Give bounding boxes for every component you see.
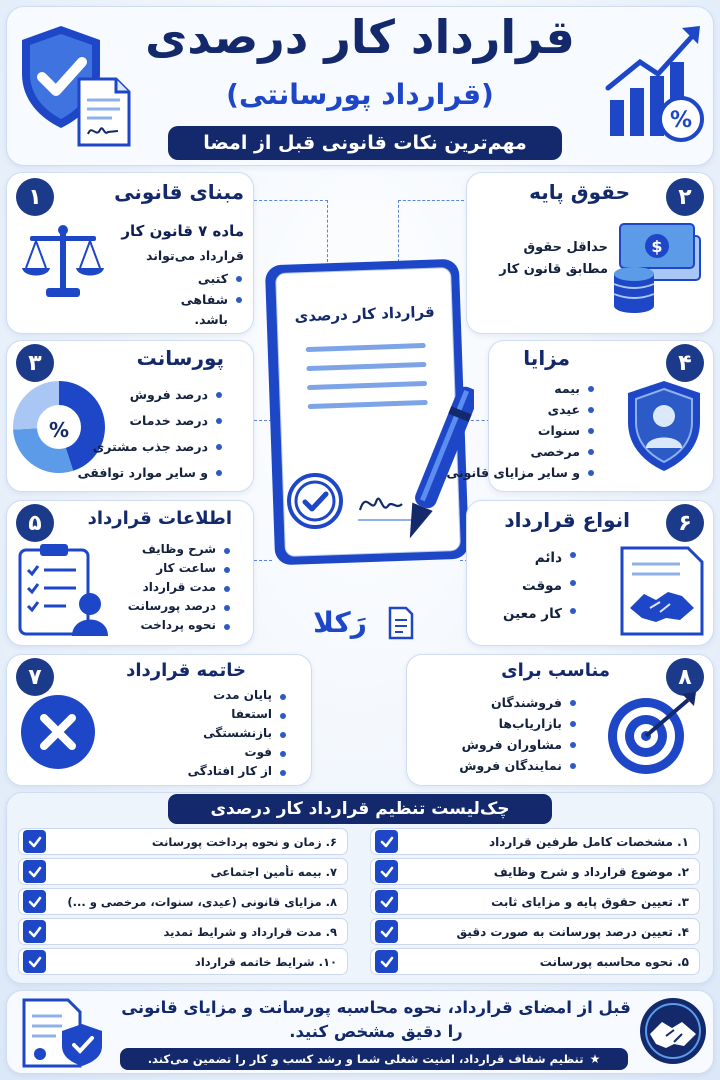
list-item: کار معین: [503, 600, 578, 628]
brand-logo: رَکلا: [313, 606, 367, 639]
checklist-item-label: ۳. تعیین حقوق پایه و مزایای ثابت: [491, 894, 689, 909]
list-item: بیمه: [446, 378, 596, 399]
checklist-item: [18, 888, 348, 915]
card-title: مزایا: [523, 346, 570, 370]
salary-line: حداقل حقوق: [523, 240, 608, 255]
list-item: ساعت کار: [128, 559, 232, 578]
termination-list: [188, 686, 288, 781]
check-seal-icon: [286, 472, 344, 530]
connector-line: [254, 200, 328, 262]
checkbox-checked-icon[interactable]: [23, 830, 46, 853]
header-banner: مهم‌ترین نکات قانونی قبل از امضا: [168, 126, 562, 160]
list-item: بازاریاب‌ها: [459, 713, 578, 734]
list-item: فروشندگان: [459, 692, 578, 713]
percent-icon: [658, 96, 704, 142]
contract-doc-title: قرارداد کار درصدی: [294, 302, 435, 326]
close-x-icon: [18, 692, 98, 772]
checklist-item-label: ۴. تعیین درصد پورسانت به صورت دقیق: [456, 924, 689, 939]
footer-note-bar: [120, 1048, 628, 1070]
card-title: خاتمه قرارداد: [126, 660, 246, 681]
contract-types-list: [503, 544, 578, 628]
benefits-list: [446, 378, 596, 483]
list-item: شفاهی: [181, 289, 244, 310]
checklist-item-label: ۶. زمان و نحوه پرداخت پورسانت: [151, 834, 337, 849]
checkbox-checked-icon[interactable]: [375, 890, 398, 913]
checklist-item-label: ۷. بیمه تأمین اجتماعی: [210, 864, 337, 879]
checklist-item: [18, 828, 348, 855]
checkbox-checked-icon[interactable]: [375, 920, 398, 943]
suitable-list: [459, 692, 578, 776]
list-item: موقت: [503, 572, 578, 600]
checklist-item-label: ۲. موضوع قرارداد و شرح وظایف: [493, 864, 689, 879]
footer-note: تنظیم شفاف قرارداد، امنیت شغلی شما و رشد کسب و کار را تضمین می‌کند.: [147, 1052, 584, 1066]
page-subtitle: (قرارداد پورسانتی): [226, 78, 494, 111]
checkbox-checked-icon[interactable]: [23, 860, 46, 883]
checklist-item: [370, 918, 700, 945]
list-item: عیدی: [446, 399, 596, 420]
checklist-item-label: ۱. مشخصات کامل طرفین قرارداد: [489, 834, 689, 849]
brand-doc-icon: [388, 606, 414, 640]
doc-line: [306, 362, 426, 371]
card-title: پورسانت: [136, 346, 224, 370]
list-item: و سایر موارد توافقی: [78, 462, 224, 483]
card-title: انواع قرارداد: [504, 508, 630, 532]
card-title: مناسب برای: [501, 660, 610, 681]
list-item: کتبی: [181, 268, 244, 289]
law-end: باشد.: [194, 312, 228, 327]
checklist-item: [370, 828, 700, 855]
card-number: ۲: [666, 178, 704, 216]
svg-text:%: %: [669, 108, 693, 133]
list-item: مشاوران فروش: [459, 734, 578, 755]
checklist-item: [370, 948, 700, 975]
commission-list: [78, 384, 224, 483]
law-forms-list: [181, 268, 244, 310]
checkbox-checked-icon[interactable]: [375, 830, 398, 853]
page-title: قرارداد کار درصدی: [145, 10, 575, 64]
list-item: درصد خدمات: [78, 410, 224, 431]
connector-line: [398, 200, 464, 262]
list-item: سنوات: [446, 420, 596, 441]
card-title: اطلاعات قرارداد: [87, 508, 232, 529]
card-number: ۱: [16, 178, 54, 216]
law-intro: قرارداد می‌تواند: [145, 248, 244, 263]
checklist-item: [18, 948, 348, 975]
list-item: نحوه پرداخت: [128, 616, 232, 635]
card-number: ۴: [666, 344, 704, 382]
card-title: حقوق پایه: [529, 180, 630, 204]
list-item: از کار افتادگی: [188, 762, 288, 781]
checklist-item-label: ۹. مدت قرارداد و شرایط تمدید: [163, 924, 337, 939]
checkbox-checked-icon[interactable]: [23, 890, 46, 913]
list-item: مدت قرارداد: [128, 578, 232, 597]
user-shield-icon: [624, 378, 704, 474]
list-item: درصد فروش: [78, 384, 224, 405]
checklist-item-label: ۱۰. شرایط خاتمه قرارداد: [194, 954, 337, 969]
list-item: پایان مدت: [188, 686, 288, 705]
list-item: شرح وظایف: [128, 540, 232, 559]
scales-icon: [18, 222, 108, 302]
card-number: ۷: [16, 658, 54, 696]
card-number: ۳: [16, 344, 54, 382]
checklist-item: [370, 858, 700, 885]
list-item: نمایندگان فروش: [459, 755, 578, 776]
card-title: مبنای قانونی: [114, 180, 244, 204]
list-item: و سایر مزایای قانونی: [446, 462, 596, 483]
list-item: بازنشستگی: [188, 724, 288, 743]
checkbox-checked-icon[interactable]: [375, 950, 398, 973]
checkbox-checked-icon[interactable]: [23, 920, 46, 943]
checkbox-checked-icon[interactable]: [375, 860, 398, 883]
salary-line: مطابق قانون کار: [499, 262, 608, 277]
handshake-badge-icon: [638, 996, 708, 1066]
target-icon: [604, 690, 700, 778]
card-number: ۶: [666, 504, 704, 542]
checklist-item: [18, 858, 348, 885]
handshake-icon: [620, 546, 704, 636]
checklist-item: [370, 888, 700, 915]
list-item: دائم: [503, 544, 578, 572]
percent-symbol: %: [48, 418, 70, 442]
card-number: ۸: [666, 658, 704, 696]
clipboard-checklist-icon: [16, 542, 112, 638]
list-item: فوت: [188, 743, 288, 762]
checklist-item-label: ۸. مزایای قانونی (عیدی، سنوات، مرخصی و ...): [67, 894, 337, 909]
list-item: مرخصی: [446, 441, 596, 462]
list-item: استعفا: [188, 705, 288, 724]
checklist-item-label: ۵. نحوه محاسبه پورسانت: [539, 954, 689, 969]
document-signature-icon: [76, 76, 132, 148]
checklist-title: چک‌لیست تنظیم قرارداد کار درصدی: [168, 794, 552, 824]
footer-main-text: قبل از امضای قرارداد، نحوه محاسبه پورسانت و مزایای قانونی را دقیق مشخص کنید.: [121, 998, 631, 1041]
document-shield-icon: [22, 998, 106, 1068]
star-icon: ★: [589, 1052, 601, 1066]
checkbox-checked-icon[interactable]: [23, 950, 46, 973]
card-number: ۵: [16, 504, 54, 542]
contract-info-list: [128, 540, 232, 635]
money-stack-icon: [612, 216, 704, 316]
connector-line: [254, 560, 272, 561]
law-article: ماده ۷ قانون کار: [121, 222, 244, 240]
list-item: درصد جذب مشتری: [78, 436, 224, 457]
checklist-item: [18, 918, 348, 945]
svg-text:$: $: [651, 237, 663, 256]
doc-line: [306, 343, 426, 352]
list-item: درصد پورسانت: [128, 597, 232, 616]
